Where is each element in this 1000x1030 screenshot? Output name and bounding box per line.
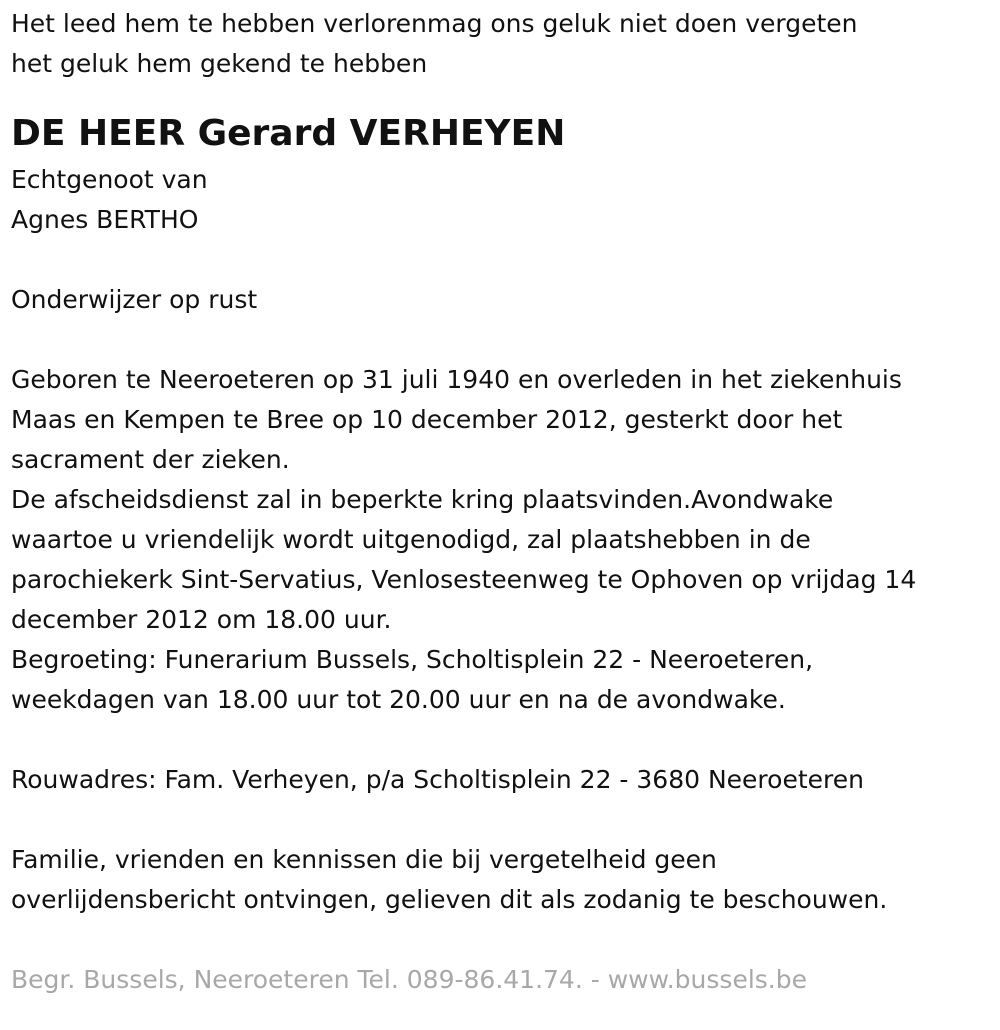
announcement-line: Geboren te Neeroeteren op 31 juli 1940 en overleden in het ziekenhuis [11,365,902,394]
motto-line-2: het geluk hem gekend te hebben [11,49,428,78]
announcement-line: Begroeting: Funerarium Bussels, Scholtisplein 22 - Neeroeteren, [11,645,814,674]
profession: Onderwijzer op rust [11,285,258,314]
announcement-line: waartoe u vriendelijk wordt uitgenodigd, zal plaatshebben in de [11,525,811,554]
announcement-line: parochiekerk Sint-Servatius, Venlosesteenweg te Ophoven op vrijdag 14 [11,565,917,594]
notice-line-1: Familie, vrienden en kennissen die bij vergetelheid geen [11,845,717,874]
announcement-line: december 2012 om 18.00 uur. [11,605,392,634]
spacer [11,920,990,960]
spacer [11,720,990,760]
spouse-label: Echtgenoot van [11,165,208,194]
notice-line-2: overlijdensbericht ontvingen, gelieven dit als zodanig te beschouwen. [11,885,888,914]
mourning-address: Rouwadres: Fam. Verheyen, p/a Scholtisplein 22 - 3680 Neeroeteren [11,765,864,794]
spacer [11,240,990,280]
deceased-name: DE HEER Gerard VERHEYEN [11,113,566,154]
announcement-line: weekdagen van 18.00 uur tot 20.00 uur en na de avondwake. [11,685,786,714]
announcement-line: Maas en Kempen te Bree op 10 december 2012, gesterkt door het [11,405,843,434]
spacer [11,320,990,360]
spacer [11,800,990,840]
announcement-line: De afscheidsdienst zal in beperkte kring plaatsvinden.Avondwake [11,485,834,514]
spouse-name: Agnes BERTHO [11,205,199,234]
funeral-home-footer: Begr. Bussels, Neeroeteren Tel. 089-86.41.74. - www.bussels.be [11,965,807,994]
motto-line-1: Het leed hem te hebben verlorenmag ons geluk niet doen vergeten [11,9,858,38]
announcement-line: sacrament der zieken. [11,445,290,474]
